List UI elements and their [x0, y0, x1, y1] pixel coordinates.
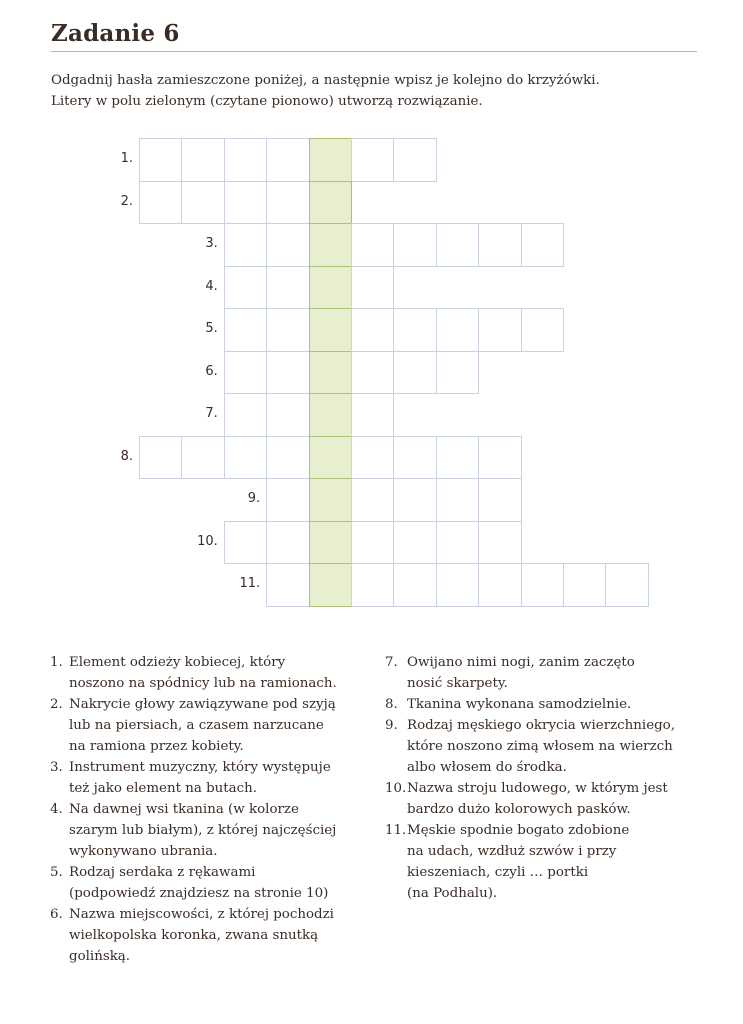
crossword-cell[interactable] [351, 478, 394, 522]
crossword-cell[interactable] [436, 223, 479, 267]
solution-cell[interactable] [309, 308, 352, 352]
solution-cell[interactable] [309, 563, 352, 607]
crossword-cell[interactable] [224, 138, 267, 182]
clue-text-line: (na Podhalu). [407, 886, 498, 901]
clue-text-line: Nakrycie głowy zawiązywane pod szyją [69, 697, 336, 712]
crossword-cell[interactable] [224, 308, 267, 352]
clue-text-line: albo włosem do środka. [407, 760, 567, 775]
clue-item [50, 862, 370, 904]
clue-text-line: golińską. [69, 949, 131, 964]
crossword-cell[interactable] [478, 521, 521, 565]
crossword-cell[interactable] [436, 308, 479, 352]
solution-cell[interactable] [309, 521, 352, 565]
clue-text-line: Owijano nimi nogi, zanim zaczęto [407, 655, 635, 670]
clue-text-line: które noszono zimą włosem na wierzch [407, 739, 673, 754]
crossword-cell[interactable] [393, 223, 436, 267]
clue-item [385, 778, 715, 820]
row-number: 5. [205, 321, 218, 336]
crossword-cell[interactable] [393, 308, 436, 352]
crossword-cell[interactable] [351, 308, 394, 352]
clue-item [50, 799, 370, 862]
crossword-cell[interactable] [393, 563, 436, 607]
crossword-cell[interactable] [266, 351, 309, 395]
clue-number: 8. [385, 697, 398, 712]
clue-text-line: nosić skarpety. [407, 676, 508, 691]
clue-text-line: lub na piersiach, a czasem narzucane [69, 718, 324, 733]
clue-item [50, 757, 370, 799]
clue-text-line: bardzo dużo kolorowych pasków. [407, 802, 631, 817]
crossword-cell[interactable] [266, 223, 309, 267]
row-number: 3. [205, 236, 218, 251]
crossword-cell[interactable] [181, 436, 224, 480]
crossword-cell[interactable] [436, 351, 479, 395]
solution-cell[interactable] [309, 181, 352, 225]
clue-number: 6. [50, 907, 63, 922]
clue-text-line: Na dawnej wsi tkanina (w kolorze [69, 802, 299, 817]
crossword-cell[interactable] [351, 138, 394, 182]
title-divider [51, 51, 697, 52]
solution-cell[interactable] [309, 138, 352, 182]
clue-text-line: Nazwa stroju ludowego, w którym jest [407, 781, 668, 796]
crossword-cell[interactable] [139, 138, 182, 182]
crossword-cell[interactable] [563, 563, 606, 607]
row-number: 4. [205, 278, 218, 294]
row-number: 7. [205, 406, 218, 421]
crossword-cell[interactable] [436, 521, 479, 565]
crossword-cell[interactable] [224, 351, 267, 395]
crossword-cell[interactable] [266, 563, 309, 607]
clue-text-line: też jako element na butach. [69, 781, 258, 796]
clue-item [385, 652, 715, 694]
crossword-cell[interactable] [393, 351, 436, 395]
clue-text-line: Instrument muzyczny, który występuje [69, 760, 331, 775]
clue-item [50, 694, 370, 757]
instruction-line-2: Litery w polu zielonym (czytane pionowo) utworzą rozwiązanie. [51, 94, 483, 109]
solution-cell[interactable] [309, 223, 352, 267]
clue-number: 1. [50, 655, 63, 670]
crossword-cell[interactable] [351, 223, 394, 267]
row-number: 10. [197, 533, 218, 549]
solution-cell[interactable] [309, 266, 352, 310]
crossword-cell[interactable] [393, 521, 436, 565]
clue-number: 11. [385, 823, 407, 838]
crossword-cell[interactable] [266, 521, 309, 565]
clue-text-line: Element odzieży kobiecej, który [69, 655, 286, 670]
crossword-cell[interactable] [436, 478, 479, 522]
row-number: 9. [247, 491, 261, 506]
clue-item [385, 715, 715, 778]
crossword-cell[interactable] [224, 181, 267, 225]
crossword-cell[interactable] [266, 478, 309, 522]
clue-text-line: Rodzaj serdaka z rękawami [69, 865, 256, 880]
row-number: 6. [205, 363, 218, 379]
clue-text-line: (podpowiedź znajdziesz na stronie 10) [69, 886, 329, 901]
crossword-cell[interactable] [224, 393, 267, 437]
crossword-cell[interactable] [393, 436, 436, 480]
crossword-cell[interactable] [478, 478, 521, 522]
crossword-cell[interactable] [266, 308, 309, 352]
clue-number: 4. [50, 802, 63, 817]
clue-item [50, 904, 370, 967]
crossword-cell[interactable] [181, 181, 224, 225]
crossword-cell[interactable] [478, 308, 521, 352]
solution-cell[interactable] [309, 393, 352, 437]
crossword-cell[interactable] [351, 436, 394, 480]
row-number: 1. [120, 151, 133, 166]
crossword-cell[interactable] [224, 521, 267, 565]
clue-number: 7. [385, 655, 398, 670]
clue-text-line: na ramiona przez kobiety. [69, 739, 244, 754]
clue-text-line: szarym lub białym), z której najczęściej [69, 823, 337, 838]
crossword-cell[interactable] [393, 478, 436, 522]
crossword-cell[interactable] [521, 223, 564, 267]
solution-cell[interactable] [309, 478, 352, 522]
clue-item [385, 694, 715, 715]
solution-cell[interactable] [309, 436, 352, 480]
crossword-cell[interactable] [266, 393, 309, 437]
clue-text-line: wielkopolska koronka, zwana snutką [69, 928, 319, 943]
crossword-cell[interactable] [266, 181, 309, 225]
clue-text-line: kieszeniach, czyli … portki [407, 865, 589, 880]
clue-text-line: Tkanina wykonana samodzielnie. [407, 697, 632, 712]
clue-text-line: Rodzaj męskiego okrycia wierzchniego, [407, 718, 676, 733]
row-number: 2. [120, 193, 133, 209]
crossword-cell[interactable] [351, 563, 394, 607]
clue-text-line: noszono na spódnicy lub na ramionach. [69, 676, 337, 691]
instructions [51, 70, 711, 112]
crossword-cell[interactable] [224, 223, 267, 267]
clues-list-left [50, 652, 370, 967]
clue-number: 3. [50, 760, 63, 775]
crossword-cell[interactable] [436, 563, 479, 607]
page-title: Zadanie 6 [51, 20, 180, 47]
crossword-cell[interactable] [521, 308, 564, 352]
clue-item [50, 652, 370, 694]
crossword-cell[interactable] [478, 223, 521, 267]
solution-cell[interactable] [309, 351, 352, 395]
crossword-cell[interactable] [266, 436, 309, 480]
clue-number: 5. [50, 865, 63, 880]
crossword-cell[interactable] [393, 138, 436, 182]
crossword-cell[interactable] [224, 436, 267, 480]
clue-number: 9. [385, 718, 398, 733]
instruction-line-1: Odgadnij hasła zamieszczone poniżej, a następnie wpisz je kolejno do krzyżówki. [51, 73, 600, 88]
crossword-cell[interactable] [605, 563, 648, 607]
clues-list-right [385, 652, 715, 904]
crossword-cell[interactable] [521, 563, 564, 607]
crossword-cell[interactable] [351, 266, 394, 310]
clue-number: 10. [385, 781, 407, 796]
clue-text-line: Nazwa miejscowości, z której pochodzi [69, 907, 334, 922]
crossword-cell[interactable] [351, 351, 394, 395]
crossword-cell[interactable] [478, 436, 521, 480]
crossword-cell[interactable] [139, 181, 182, 225]
crossword-cell[interactable] [478, 563, 521, 607]
clue-text-line: wykonywano ubrania. [69, 844, 218, 859]
crossword-cell[interactable] [351, 521, 394, 565]
crossword-cell[interactable] [224, 266, 267, 310]
row-number: 8. [120, 448, 133, 464]
crossword-cell[interactable] [351, 393, 394, 437]
clue-text-line: na udach, wzdłuż szwów i przy [407, 844, 617, 859]
clue-number: 2. [50, 697, 63, 712]
crossword-cell[interactable] [266, 266, 309, 310]
row-number: 11. [239, 576, 261, 591]
crossword-cell[interactable] [266, 138, 309, 182]
clue-item [385, 820, 715, 904]
crossword-cell[interactable] [139, 436, 182, 480]
clue-text-line: Męskie spodnie bogato zdobione [407, 823, 630, 838]
crossword-cell[interactable] [436, 436, 479, 480]
crossword-cell[interactable] [181, 138, 224, 182]
